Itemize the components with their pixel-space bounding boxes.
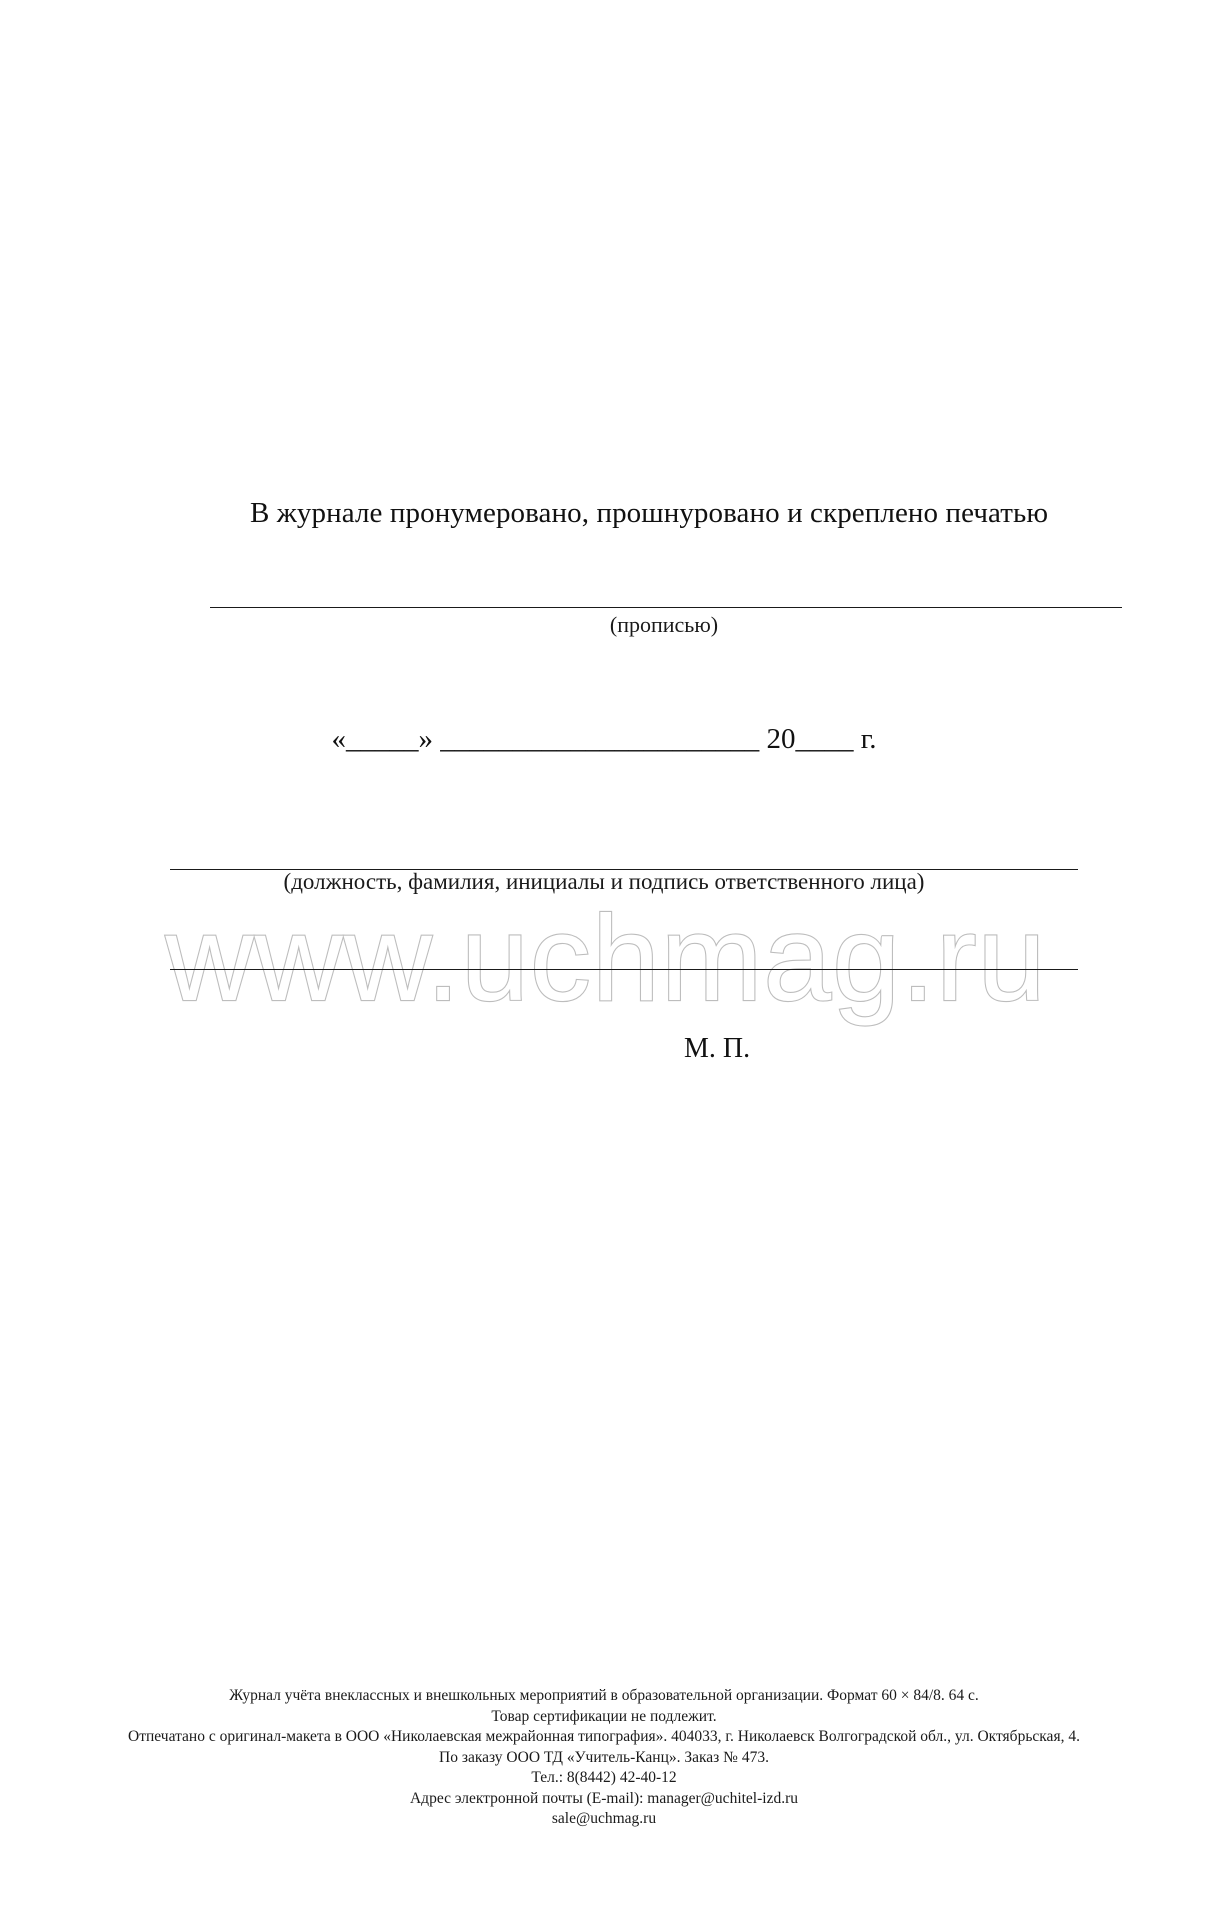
date-line	[0, 723, 1208, 756]
footer-line: Тел.: 8(8442) 42-40-12	[531, 1769, 677, 1786]
footer-line: Товар сертификации не подлежит.	[491, 1707, 717, 1725]
imprint-footer	[0, 1686, 1208, 1830]
words-caption: (прописью)	[609, 612, 719, 637]
watermark-logo	[156, 900, 1056, 1030]
date-month-blank: ______________________	[440, 723, 760, 755]
svg-text:www.uchmag.ru: www.uchmag.ru	[165, 900, 1047, 1026]
page-heading: В журнале пронумеровано, прошнуровано и скреплено печатью	[250, 497, 1049, 529]
date-open-quote: «	[331, 723, 346, 755]
date-day-blank: _____	[345, 723, 419, 755]
signature-blank-line	[170, 969, 1078, 970]
footer-line: Журнал учёта внеклассных и внешкольных мероприятий в образовательной организации. Формат 60 × 84/8. 64 с.	[229, 1687, 979, 1704]
footer-line: sale@uchmag.ru	[551, 1810, 657, 1827]
date-close-quote: »	[418, 723, 433, 755]
stamp-label: М. П.	[684, 1033, 751, 1064]
date-year-suffix: г.	[860, 723, 877, 755]
words-blank-line	[210, 607, 1122, 608]
footer-line: По заказу ООО ТД «Учитель-Канц». Заказ № 473.	[439, 1748, 769, 1766]
footer-line: Адрес электронной почты (E-mail): manager@uchitel-izd.ru	[409, 1789, 798, 1807]
date-year-blank: ____	[795, 723, 854, 755]
footer-line: Отпечатано с оригинал-макета в ООО «Николаевская межрайонная типография». 404033, г. Николаевск Волгоградской обл., ул. Октябрьская, 4.	[128, 1728, 1080, 1745]
position-caption: (должность, фамилия, инициалы и подпись ответственного лица)	[283, 869, 925, 894]
date-year-prefix: 20	[766, 723, 796, 755]
